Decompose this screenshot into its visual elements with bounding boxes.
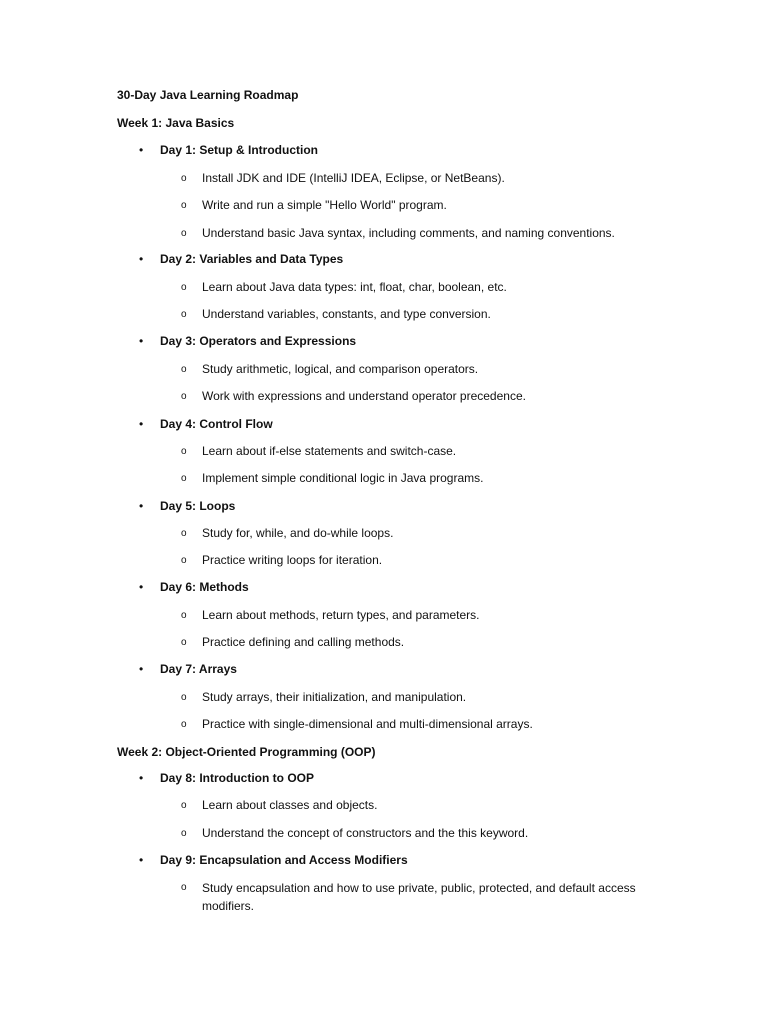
list-item xyxy=(181,279,507,297)
circle-bullet-icon: o xyxy=(181,173,187,184)
circle-bullet-icon: o xyxy=(181,800,187,811)
circle-bullet-icon: o xyxy=(181,391,187,402)
list-item xyxy=(181,361,478,379)
list-item-text: Study encapsulation and how to use private, public, protected, and default access modifiers. xyxy=(202,881,636,913)
list-item-text: Learn about Java data types: int, float, char, boolean, etc. xyxy=(202,280,507,294)
list-item xyxy=(181,525,393,543)
day-heading xyxy=(139,333,356,349)
list-item xyxy=(181,879,642,915)
circle-bullet-icon: o xyxy=(181,309,187,320)
circle-bullet-icon: o xyxy=(181,528,187,539)
day-heading xyxy=(139,142,318,158)
list-item xyxy=(181,634,404,652)
day-label: Day 4: Control Flow xyxy=(160,417,273,431)
circle-bullet-icon: o xyxy=(181,610,187,621)
list-item-text: Learn about methods, return types, and parameters. xyxy=(202,608,480,622)
day-label: Day 8: Introduction to OOP xyxy=(160,771,315,785)
circle-bullet-icon: o xyxy=(181,828,187,839)
day-heading xyxy=(139,770,314,786)
day-label: Day 1: Setup & Introduction xyxy=(160,143,319,157)
list-item-text: Learn about classes and objects. xyxy=(202,798,378,812)
list-item xyxy=(181,306,491,324)
document-title: 30-Day Java Learning Roadmap xyxy=(117,88,299,102)
list-item xyxy=(181,689,466,707)
list-item xyxy=(181,443,456,461)
list-item-text: Understand the concept of constructors and the this keyword. xyxy=(202,826,529,840)
bullet-icon: • xyxy=(139,853,144,867)
bullet-icon: • xyxy=(139,662,144,676)
list-item xyxy=(181,170,505,188)
bullet-icon: • xyxy=(139,499,144,513)
day-label: Day 9: Encapsulation and Access Modifiers xyxy=(160,853,408,867)
circle-bullet-icon: o xyxy=(181,200,187,211)
circle-bullet-icon: o xyxy=(181,882,187,893)
day-label: Day 6: Methods xyxy=(160,580,249,594)
list-item-text: Understand variables, constants, and type conversion. xyxy=(202,307,491,321)
day-heading xyxy=(139,852,408,868)
day-heading xyxy=(139,498,235,514)
circle-bullet-icon: o xyxy=(181,446,187,457)
list-item-text: Work with expressions and understand operator precedence. xyxy=(202,389,526,403)
bullet-icon: • xyxy=(139,334,144,348)
week-heading: Week 2: Object-Oriented Programming (OOP) xyxy=(117,745,376,759)
list-item-text: Install JDK and IDE (IntelliJ IDEA, Eclipse, or NetBeans). xyxy=(202,171,505,185)
list-item-text: Study for, while, and do-while loops. xyxy=(202,526,394,540)
bullet-icon: • xyxy=(139,252,144,266)
day-heading xyxy=(139,661,237,677)
circle-bullet-icon: o xyxy=(181,282,187,293)
day-label: Day 3: Operators and Expressions xyxy=(160,334,357,348)
list-item xyxy=(181,552,382,570)
day-label: Day 2: Variables and Data Types xyxy=(160,252,344,266)
list-item-text: Study arithmetic, logical, and comparison operators. xyxy=(202,362,479,376)
week-heading: Week 1: Java Basics xyxy=(117,116,235,130)
list-item-text: Write and run a simple "Hello World" program. xyxy=(202,198,447,212)
list-item xyxy=(181,716,533,734)
circle-bullet-icon: o xyxy=(181,364,187,375)
list-item xyxy=(181,225,615,243)
day-label: Day 5: Loops xyxy=(160,499,236,513)
bullet-icon: • xyxy=(139,143,144,157)
circle-bullet-icon: o xyxy=(181,228,187,239)
list-item-text: Study arrays, their initialization, and manipulation. xyxy=(202,690,467,704)
circle-bullet-icon: o xyxy=(181,555,187,566)
bullet-icon: • xyxy=(139,417,144,431)
list-item xyxy=(181,197,447,215)
circle-bullet-icon: o xyxy=(181,692,187,703)
bullet-icon: • xyxy=(139,580,144,594)
list-item-text: Practice defining and calling methods. xyxy=(202,635,405,649)
circle-bullet-icon: o xyxy=(181,473,187,484)
day-heading xyxy=(139,251,343,267)
list-item-text: Practice with single-dimensional and multi-dimensional arrays. xyxy=(202,717,533,731)
day-heading xyxy=(139,579,249,595)
list-item xyxy=(181,825,528,843)
list-item-text: Understand basic Java syntax, including comments, and naming conventions. xyxy=(202,226,615,240)
list-item xyxy=(181,607,480,625)
day-heading xyxy=(139,416,273,432)
bullet-icon: • xyxy=(139,771,144,785)
list-item xyxy=(181,797,377,815)
circle-bullet-icon: o xyxy=(181,637,187,648)
circle-bullet-icon: o xyxy=(181,719,187,730)
list-item-text: Practice writing loops for iteration. xyxy=(202,553,383,567)
list-item xyxy=(181,470,483,488)
list-item xyxy=(181,388,526,406)
list-item-text: Implement simple conditional logic in Java programs. xyxy=(202,471,484,485)
day-label: Day 7: Arrays xyxy=(160,662,237,676)
list-item-text: Learn about if-else statements and switch-case. xyxy=(202,444,457,458)
